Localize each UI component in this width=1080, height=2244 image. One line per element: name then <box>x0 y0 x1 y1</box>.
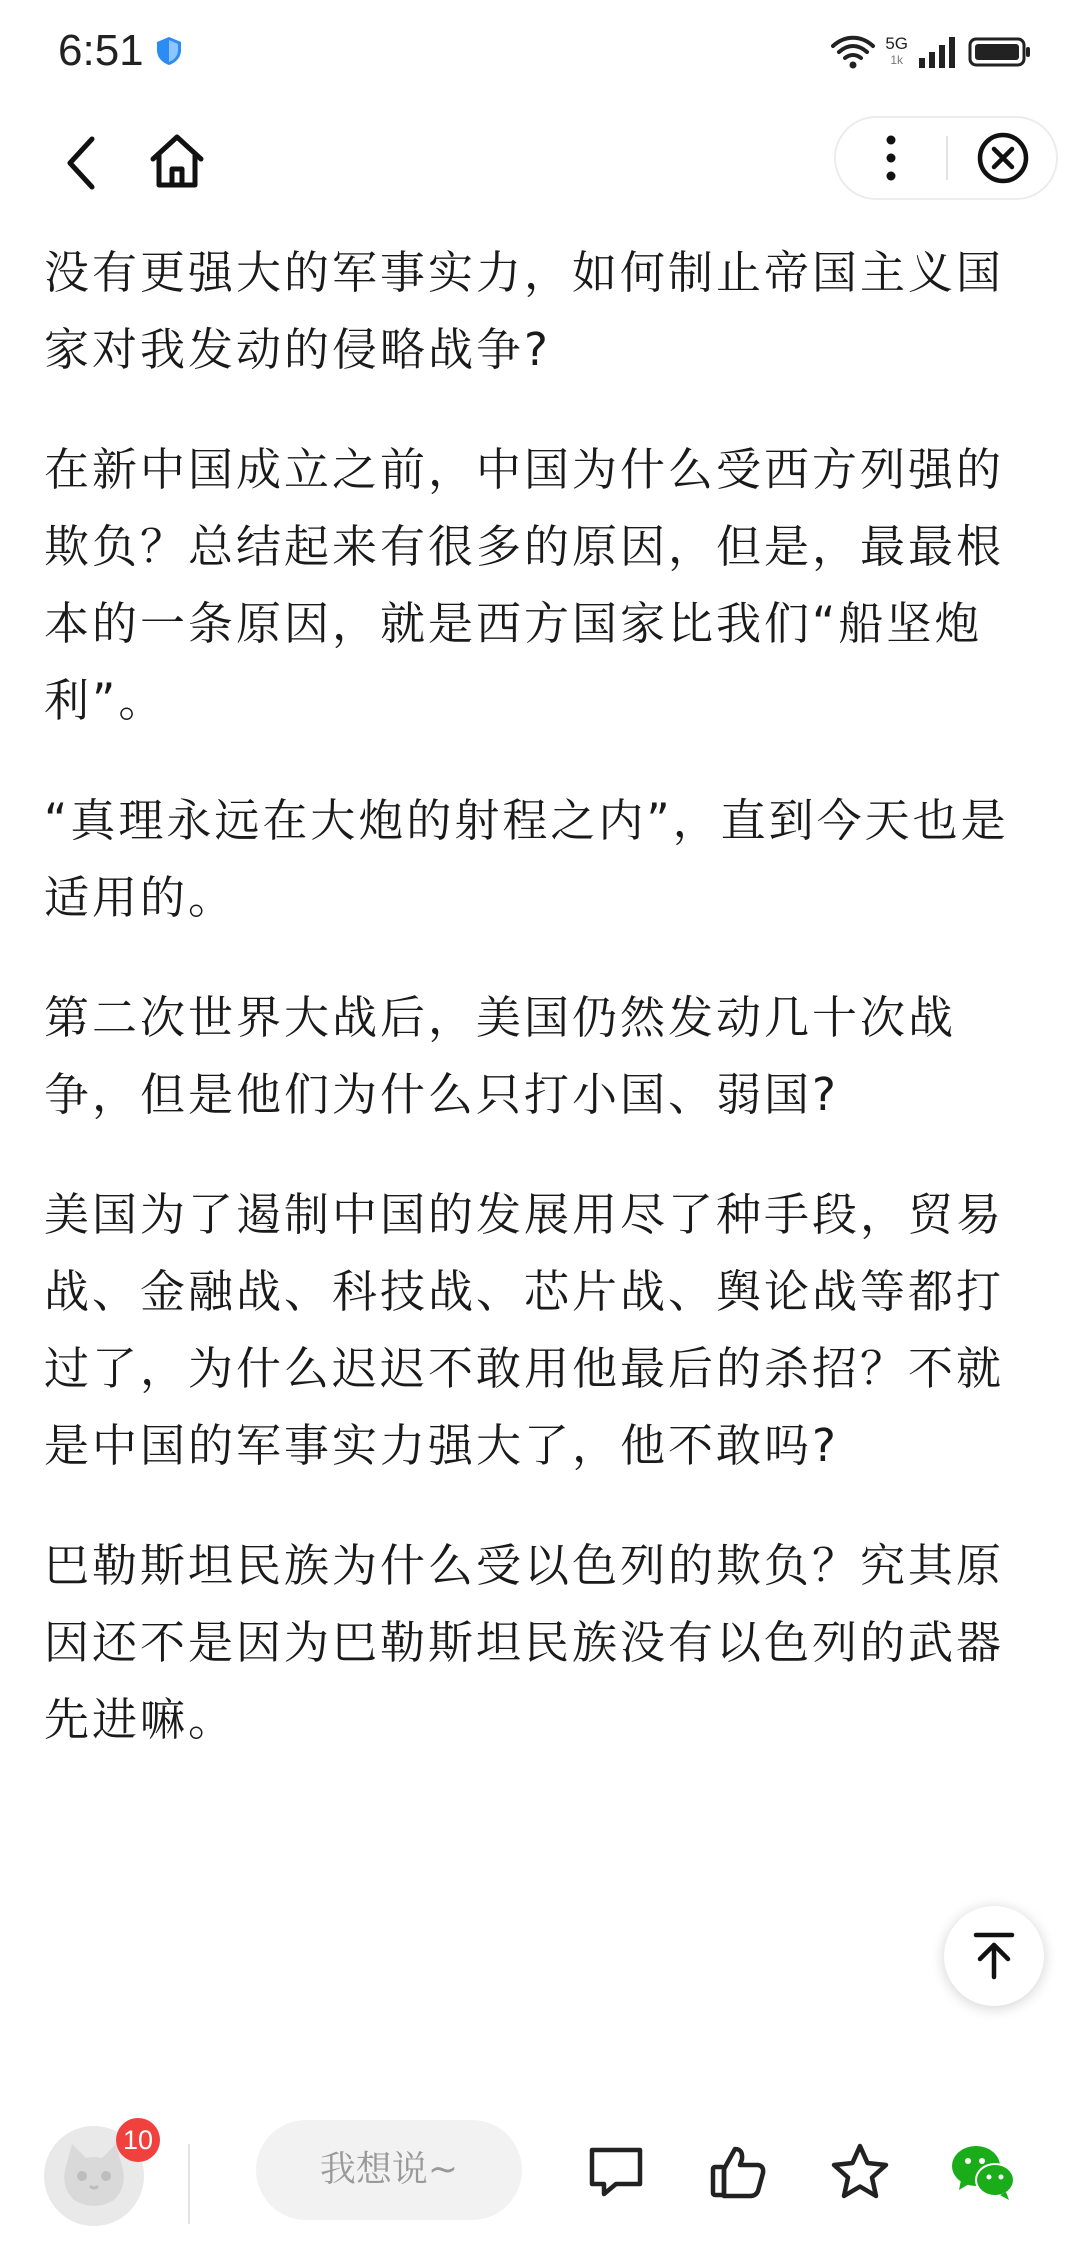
like-icon <box>708 2143 768 2201</box>
back-to-top-icon <box>972 1931 1016 1981</box>
article-paragraph: 美国为了遏制中国的发展用尽了种手段，贸易战、金融战、科技战、芯片战、舆论战等都打过了，为什么迟迟不敢用他最后的杀招？不就是中国的军事实力强大了，他不敢吗? <box>44 1188 1005 1472</box>
bottom-divider <box>188 2144 190 2224</box>
like-button[interactable] <box>698 2132 778 2212</box>
network-type: 5G 1k <box>885 34 908 67</box>
favorite-button[interactable] <box>820 2132 900 2212</box>
back-icon <box>62 135 98 191</box>
favorite-icon <box>829 2142 891 2202</box>
more-button[interactable] <box>836 118 946 198</box>
article-paragraph: “真理永远在大炮的射程之内”，直到今天也是适用的。 <box>44 794 1009 924</box>
wechat-icon <box>949 2142 1019 2202</box>
menu-capsule <box>834 116 1058 200</box>
article-paragraph: 巴勒斯坦民族为什么受以色列的欺负？究其原因还不是因为巴勒斯坦民族没有以色列的武器先进嘛。 <box>44 1539 1005 1746</box>
comment-icon <box>586 2144 646 2200</box>
article-paragraph: 没有更强大的军事实力，如何制止帝国主义国家对我发动的侵略战争? <box>44 246 1005 376</box>
nav-bar <box>0 104 1080 224</box>
wechat-share-button[interactable] <box>944 2132 1024 2212</box>
back-button[interactable] <box>50 128 110 198</box>
shield-icon <box>155 36 183 66</box>
notification-badge: 10 <box>116 2118 160 2162</box>
battery-icon <box>968 36 1032 68</box>
signal-icon <box>918 34 958 70</box>
article-paragraph: 第二次世界大战后，美国仍然发动几十次战争，但是他们为什么只打小国、弱国? <box>44 991 957 1121</box>
article-body <box>44 234 1044 1801</box>
home-icon <box>147 131 207 191</box>
close-icon <box>976 131 1030 185</box>
status-time: 6:51 <box>58 26 144 75</box>
wifi-icon <box>831 34 875 70</box>
comment-input[interactable]: 我想说~ <box>256 2120 522 2220</box>
bottom-bar <box>0 2110 1080 2244</box>
status-icons <box>831 28 1032 76</box>
back-to-top-button[interactable] <box>944 1906 1044 2006</box>
status-bar <box>0 0 1080 104</box>
close-button[interactable] <box>948 118 1058 198</box>
comment-button[interactable] <box>576 2132 656 2212</box>
more-icon <box>885 134 897 182</box>
article-paragraph: 在新中国成立之前，中国为什么受西方列强的欺负？总结起来有很多的原因，但是，最最根本的一条原因，就是西方国家比我们“船坚炮利”。 <box>44 443 1005 727</box>
home-button[interactable] <box>140 124 214 198</box>
